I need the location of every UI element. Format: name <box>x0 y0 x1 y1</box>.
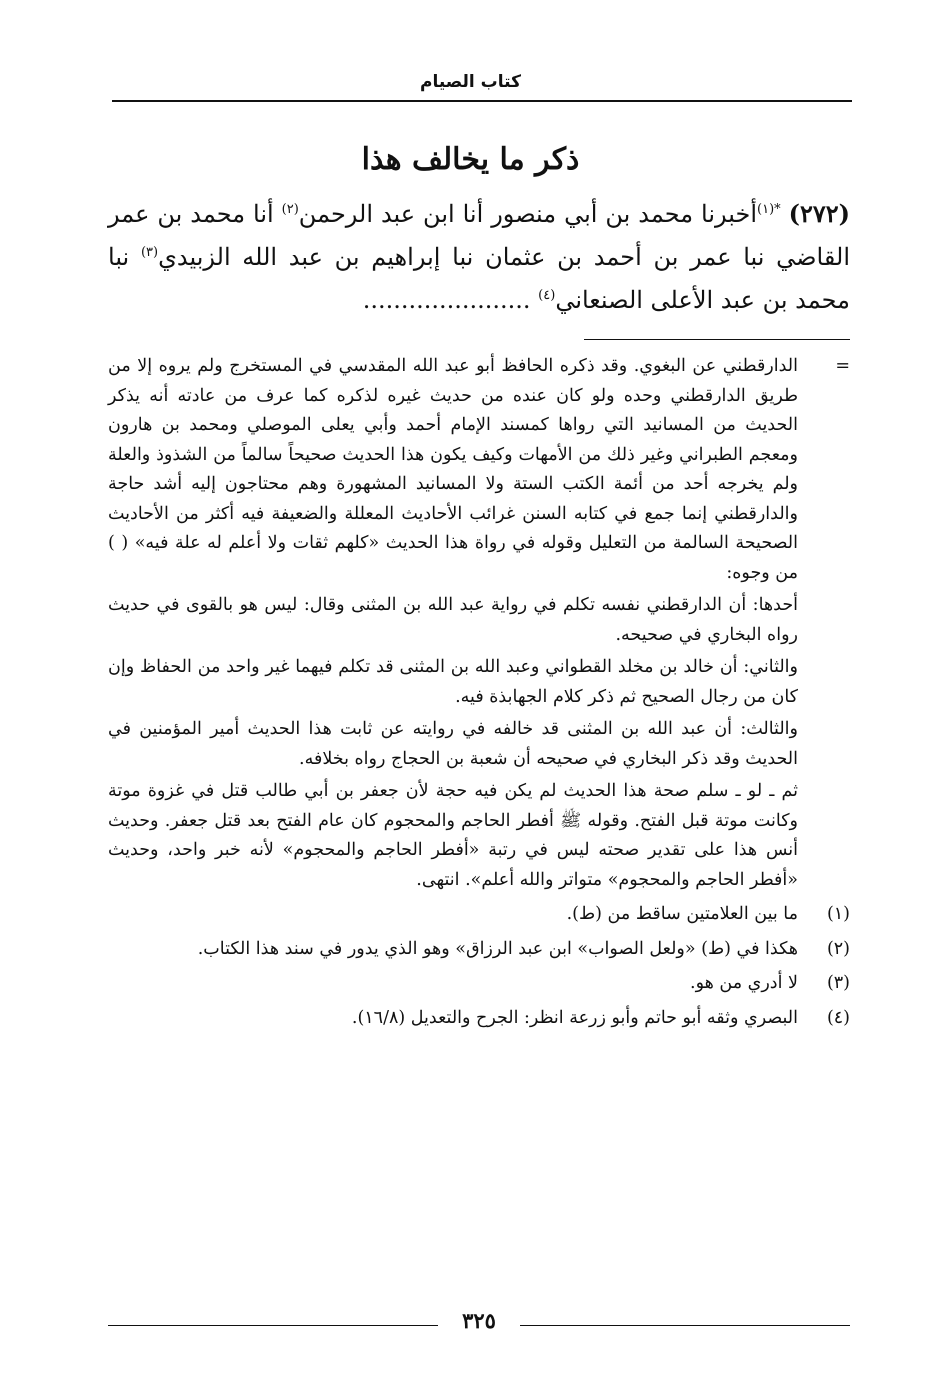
footnote-1 <box>108 900 850 930</box>
hadith-number: (٢٧٢) <box>788 199 850 228</box>
footnote-ref-4: (٤) <box>538 288 556 303</box>
header-rule <box>112 100 852 102</box>
running-head: كتاب الصيام <box>420 72 521 92</box>
footnote-text: ما بين العلامتين ساقط من (ط). <box>566 904 798 924</box>
note-paragraph-1: الدارقطني عن البغوي. وقد ذكره الحافظ أبو عبد الله المقدسي في المستخرج ولم يروه إلا من طريق الدارقطني وحده ولو كان عنده من حديث غيره لذكره كما عرف من عادته أنه يذكر الحديث من المسانيد التي رواها كمسند الإمام أحمد وأبي يعلى الموصلي ومحمد بن هارون ومعجم الطبراني وغير ذلك من الأمهات وكيف يكون هذا الحديث صحيحاً سالماً من الشذوذ والعلة ولم يخرجه أحد من أئمة الكتب الستة ولا المسانيد المشهورة وهم محتاجون إليه أشد حاجة والدارقطني إنما جمع في كتابه السنن غرائب الأحاديث المعللة والضعيفة فيه أكثر من الأحاديث الصحيحة السالمة من التعليل وقوله في رواة هذا الحديث «كلهم ثقات ولا أعلم له علة فيه» ( ) من وجوه: <box>108 356 798 583</box>
footnote-text: البصري وثقه أبو حاتم وأبو زرعة انظر: الجرح والتعديل (١٦/٨). <box>351 1007 798 1028</box>
footnote-2 <box>108 935 850 965</box>
footer-rule-right <box>520 1325 850 1326</box>
hadith-segment-3: نبا محمد بن عبد الأعلى الصنعاني <box>108 243 850 314</box>
footnote-separator <box>584 339 850 340</box>
footnote-ref-3: (٣) <box>140 245 159 260</box>
footnote-text: لا أدري من هو. <box>690 973 798 993</box>
star-mark: * <box>774 202 781 217</box>
footnote-number: (٢) <box>826 938 850 959</box>
footnotes-section <box>108 352 850 1033</box>
footnote-ref-2: (٢) <box>281 202 299 217</box>
continuation-marker: = <box>835 356 850 376</box>
footnote-text: هكذا في (ط) «ولعل الصواب» ابن عبد الرزاق» وهو الذي يدور في سند هذا الكتاب. <box>197 938 798 959</box>
ellipsis-dots: ...................... <box>362 286 539 314</box>
footnote-number: (١) <box>826 904 850 924</box>
note-paragraph-4: والثالث: أن عبد الله بن المثنى قد خالفه في روايته عن ثابت هذا الحديث أمير المؤمنين في الحديث وقد ذكر البخاري في صحيحه أن شعبة بن الحجاج رواه بخلافه. <box>108 719 798 769</box>
footnote-ref-1: (١) <box>757 202 775 217</box>
footnote-4 <box>108 1004 850 1034</box>
note-paragraph-3: والثاني: أن خالد بن مخلد القطواني وعبد الله بن المثنى قد تكلم فيهما غير واحد من الحفاظ وإن كان من رجال الصحيح ثم ذكر كلام الجهابذة فيه. <box>108 657 798 707</box>
hadith-text <box>108 192 850 322</box>
continued-note <box>108 352 850 895</box>
note-paragraph-2: أحدها: أن الدارقطني نفسه تكلم في رواية عبد الله بن المثنى وقال: ليس هو بالقوى في حديث رواه البخاري في صحيحه. <box>108 595 798 645</box>
footnote-3 <box>108 969 850 999</box>
hadith-segment-2: أنا محمد بن عمر القاضي نبا عمر بن أحمد بن عثمان نبا إبراهيم بن عبد الله الزبيدي <box>108 200 850 271</box>
footnote-number: (٤) <box>826 1007 850 1028</box>
hadith-segment-1: أخبرنا محمد بن أبي منصور أنا ابن عبد الرحمن <box>298 200 758 228</box>
note-paragraph-5: ثم ـ لو ـ سلم صحة هذا الحديث لم يكن فيه حجة لأن جعفر بن أبي طالب قتل في غزوة موتة وكانت موتة قبل الفتح. وقوله ﷺ أفطر الحاجم والمحجوم كان عام الفتح بعد قتل جعفر. وحديث أنس هذا على تقدير صحته ليس في رتبة «أفطر الحاجم والمحجوم» لأنه خبر واحد، وحديث «أفطر الحاجم والمحجوم» متواتر والله أعلم». انتهى. <box>108 781 798 890</box>
page-number: ٣٢٥ <box>462 1308 496 1333</box>
footnote-number: (٣) <box>826 973 850 993</box>
section-title: ذكر ما يخالف هذا <box>361 142 580 177</box>
page-footer <box>108 1308 850 1338</box>
